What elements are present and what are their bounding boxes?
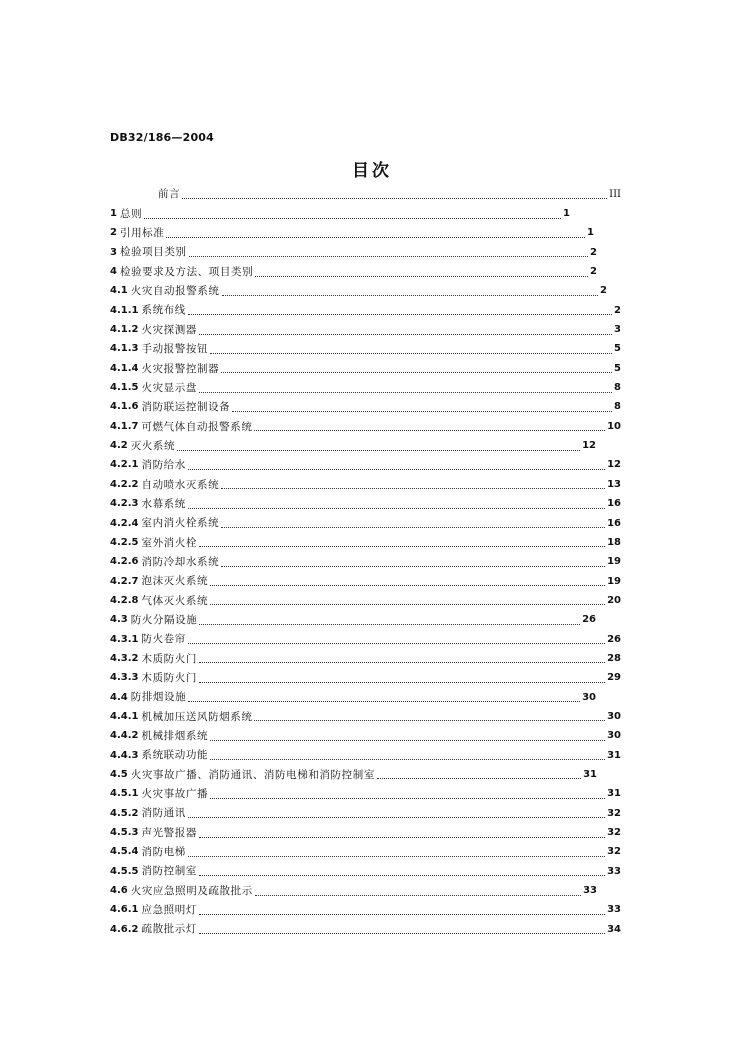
toc-entry-label: 火灾事故广播、消防通讯、消防电梯和消防控制室 [130, 768, 375, 781]
toc-entry-page: 16 [607, 517, 621, 529]
toc-entry-number: 4.2.4 [110, 517, 139, 529]
toc-entry-label: 火灾显示盘 [141, 381, 197, 394]
toc-entry-label: 火灾探测器 [141, 323, 197, 336]
toc-entry-page: 19 [607, 575, 621, 587]
toc-dot-leader [189, 252, 588, 257]
toc-entry-page: 26 [582, 614, 596, 626]
toc-dot-leader [210, 349, 612, 354]
toc-entry-label: 前言 [158, 188, 181, 201]
toc-entry-number: 4 [110, 266, 117, 278]
toc-dot-leader [210, 794, 605, 799]
toc-dot-leader [199, 871, 605, 876]
toc-entry[interactable] [110, 359, 630, 378]
toc-entry[interactable] [110, 185, 630, 204]
toc-entry-number: 4.5.1 [110, 788, 139, 800]
toc-entry[interactable] [110, 649, 630, 668]
toc-entry-page: 26 [607, 633, 621, 645]
toc-entry-number: 4.2.7 [110, 575, 139, 587]
toc-dot-leader [221, 523, 605, 528]
toc-entry-label: 水幕系统 [141, 497, 186, 510]
toc-entry-label: 室内消火栓系统 [141, 517, 220, 530]
toc-entry[interactable] [110, 204, 630, 223]
toc-entry[interactable] [110, 340, 630, 359]
toc-entry-page: 2 [590, 266, 597, 278]
toc-entry-label: 气体灭火系统 [141, 594, 209, 607]
toc-entry-number: 4.4.1 [110, 710, 139, 722]
toc-dot-leader [377, 774, 581, 779]
toc-entry-page: 13 [607, 478, 621, 490]
toc-entry-number: 4.1 [110, 285, 128, 297]
toc-dot-leader [188, 310, 612, 315]
toc-entry-page: 33 [607, 904, 621, 916]
toc-entry-page: 30 [582, 691, 596, 703]
toc-entry[interactable] [110, 378, 630, 397]
toc-entry-number: 4.5 [110, 768, 128, 780]
toc-dot-leader [188, 504, 605, 509]
toc-entry[interactable] [110, 398, 630, 417]
toc-entry[interactable] [110, 475, 630, 494]
toc-entry[interactable] [110, 243, 630, 262]
toc-entry-label: 检验项目类别 [119, 246, 187, 259]
toc-entry-page: 28 [607, 652, 621, 664]
toc-entry-label: 检验要求及方法、项目类别 [119, 265, 254, 278]
toc-list [110, 185, 630, 939]
toc-entry-label: 手动报警按钮 [141, 343, 209, 356]
toc-entry-label: 防排烟设施 [130, 691, 187, 704]
toc-entry-label: 消防给水 [141, 459, 186, 472]
toc-entry-label: 引用标准 [119, 227, 165, 240]
toc-dot-leader [144, 214, 561, 219]
document-code: DB32/186—2004 [110, 131, 215, 144]
toc-dot-leader [199, 388, 612, 393]
toc-entry-number: 4.2.8 [110, 594, 139, 606]
toc-title: 目次 [352, 161, 392, 181]
toc-dot-leader [199, 620, 580, 625]
toc-entry-label: 机械加压送风防烟系统 [141, 710, 253, 723]
toc-entry-number: 4.2.5 [110, 536, 139, 548]
toc-entry-page: 12 [607, 459, 621, 471]
toc-entry-number: 4.2 [110, 440, 128, 452]
toc-entry-number: 4.6.2 [110, 923, 139, 935]
toc-entry-page: 29 [607, 672, 621, 684]
toc-dot-leader [222, 291, 599, 296]
toc-dot-leader [188, 697, 580, 702]
toc-entry-number: 4.4 [110, 691, 128, 703]
toc-entry-page: 30 [607, 730, 621, 742]
toc-entry-number: 4.3.1 [110, 633, 139, 645]
toc-entry-number: 4.3.2 [110, 652, 139, 664]
toc-entry-page: 2 [590, 246, 597, 258]
toc-entry-number: 4.2.1 [110, 459, 139, 471]
toc-entry-number: 4.4.2 [110, 730, 139, 742]
toc-entry[interactable] [110, 611, 630, 630]
toc-entry-label: 室外消火栓 [141, 536, 197, 549]
toc-dot-leader [210, 736, 605, 741]
toc-entry[interactable] [110, 901, 630, 920]
toc-entry-page: 32 [607, 807, 621, 819]
toc-entry[interactable] [110, 456, 630, 475]
toc-dot-leader [210, 600, 605, 605]
toc-entry-label: 系统联动功能 [141, 749, 209, 762]
toc-entry-number: 4.1.2 [110, 324, 139, 336]
toc-entry[interactable] [110, 417, 630, 436]
toc-entry-page: 31 [583, 768, 597, 780]
toc-entry[interactable] [110, 262, 630, 281]
toc-entry-page: 31 [607, 788, 621, 800]
toc-entry-label: 火灾事故广播 [141, 788, 209, 801]
toc-entry-page: III [609, 188, 621, 200]
toc-entry-page: 33 [607, 865, 621, 877]
toc-entry-page: 19 [607, 556, 621, 568]
toc-dot-leader [199, 658, 605, 663]
toc-dot-leader [199, 542, 605, 547]
toc-entry[interactable] [110, 495, 630, 514]
toc-entry-page: 30 [607, 710, 621, 722]
toc-entry-page: 34 [607, 923, 621, 935]
toc-entry-page: 16 [607, 498, 621, 510]
toc-dot-leader [210, 755, 605, 760]
toc-entry-label: 总则 [119, 207, 143, 220]
toc-dot-leader [182, 194, 607, 199]
toc-entry[interactable] [110, 282, 630, 301]
toc-dot-leader [199, 929, 605, 934]
toc-entry-number: 4.6.1 [110, 904, 139, 916]
toc-entry-label: 消防电梯 [141, 846, 186, 859]
toc-entry-label: 消防通讯 [141, 807, 186, 820]
toc-entry[interactable] [110, 804, 630, 823]
toc-dot-leader [255, 891, 581, 896]
toc-entry[interactable] [110, 862, 630, 881]
toc-dot-leader [188, 813, 605, 818]
toc-dot-leader [199, 910, 605, 915]
toc-entry[interactable] [110, 553, 630, 572]
toc-entry[interactable] [110, 688, 630, 707]
toc-entry[interactable] [110, 572, 630, 591]
toc-entry-page: 2 [614, 304, 621, 316]
toc-entry-label: 疏散批示灯 [141, 923, 197, 936]
toc-entry[interactable] [110, 920, 630, 939]
toc-entry-page: 33 [583, 885, 597, 897]
toc-entry[interactable] [110, 727, 630, 746]
toc-entry-number: 1 [110, 208, 117, 220]
toc-entry-number: 4.1.3 [110, 343, 139, 355]
toc-entry[interactable] [110, 707, 630, 726]
toc-entry-page: 8 [614, 401, 621, 413]
toc-entry-page: 31 [607, 749, 621, 761]
toc-dot-leader [199, 678, 605, 683]
toc-entry-label: 系统布线 [141, 304, 186, 317]
toc-dot-leader [188, 465, 605, 470]
toc-dot-leader [254, 716, 605, 721]
toc-entry-label: 防火分隔设施 [130, 613, 198, 626]
toc-entry[interactable] [110, 224, 630, 243]
toc-entry-number: 3 [110, 246, 117, 258]
toc-entry-label: 消防联运控制设备 [141, 401, 231, 414]
toc-entry-number: 4.5.4 [110, 846, 139, 858]
toc-entry[interactable] [110, 669, 630, 688]
toc-entry-number: 4.1.5 [110, 382, 139, 394]
toc-dot-leader [166, 233, 585, 238]
toc-dot-leader [221, 368, 612, 373]
toc-entry[interactable] [110, 746, 630, 765]
toc-entry-number: 4.2.2 [110, 478, 139, 490]
toc-entry[interactable] [110, 843, 630, 862]
toc-entry-label: 木质防火门 [141, 672, 197, 685]
toc-entry-number: 4.2.3 [110, 498, 139, 510]
toc-entry-number: 4.5.2 [110, 807, 139, 819]
toc-entry[interactable] [110, 591, 630, 610]
toc-entry-label: 声光警报器 [141, 826, 197, 839]
toc-entry-page: 10 [607, 420, 621, 432]
toc-entry[interactable] [110, 881, 630, 900]
toc-entry-number: 4.3.3 [110, 672, 139, 684]
toc-entry-label: 火灾应急照明及疏散批示 [130, 884, 253, 897]
toc-dot-leader [232, 407, 612, 412]
toc-entry-label: 自动喷水灭系统 [141, 478, 220, 491]
toc-entry-page: 5 [614, 362, 621, 374]
toc-entry[interactable] [110, 436, 630, 455]
toc-entry-number: 4.2.6 [110, 556, 139, 568]
toc-dot-leader [177, 446, 580, 451]
toc-dot-leader [255, 272, 588, 277]
toc-entry-number: 4.3 [110, 614, 128, 626]
toc-entry-number: 4.6 [110, 885, 128, 897]
toc-entry-page: 1 [563, 208, 570, 220]
toc-entry-number: 4.1.4 [110, 362, 139, 374]
toc-entry-label: 火灾自动报警系统 [130, 285, 220, 298]
toc-entry-label: 机械排烟系统 [141, 730, 209, 743]
toc-entry-label: 可燃气体自动报警系统 [141, 420, 253, 433]
toc-entry-number: 4.5.3 [110, 827, 139, 839]
toc-entry-label: 泡沫灭火系统 [141, 575, 209, 588]
toc-entry-number: 4.4.3 [110, 749, 139, 761]
toc-entry[interactable] [110, 301, 630, 320]
toc-entry-page: 2 [600, 285, 607, 297]
toc-entry-label: 木质防火门 [141, 652, 197, 665]
toc-entry[interactable] [110, 823, 630, 842]
toc-entry-page: 3 [614, 324, 621, 336]
toc-dot-leader [221, 484, 605, 489]
toc-entry-page: 1 [587, 227, 594, 239]
toc-dot-leader [199, 330, 612, 335]
toc-entry-number: 4.1.1 [110, 304, 139, 316]
toc-entry[interactable] [110, 630, 630, 649]
toc-entry[interactable] [110, 785, 630, 804]
toc-entry[interactable] [110, 320, 630, 339]
toc-entry-label: 火灾报警控制器 [141, 362, 220, 375]
toc-entry-label: 消防冷却水系统 [141, 555, 220, 568]
toc-entry-number: 4.1.6 [110, 401, 139, 413]
toc-entry-page: 12 [582, 440, 596, 452]
toc-dot-leader [188, 639, 605, 644]
toc-dot-leader [221, 562, 605, 567]
toc-entry-page: 18 [607, 536, 621, 548]
toc-entry-page: 32 [607, 827, 621, 839]
toc-entry-label: 防火卷帘 [141, 633, 186, 646]
toc-entry-number: 2 [110, 227, 117, 239]
toc-entry-page: 5 [614, 343, 621, 355]
toc-dot-leader [188, 852, 605, 857]
toc-entry[interactable] [110, 533, 630, 552]
toc-entry-page: 20 [607, 594, 621, 606]
toc-entry-label: 灭火系统 [130, 439, 176, 452]
toc-entry[interactable] [110, 765, 630, 784]
toc-dot-leader [254, 426, 605, 431]
toc-entry[interactable] [110, 514, 630, 533]
toc-entry-number: 4.1.7 [110, 420, 139, 432]
toc-dot-leader [199, 833, 605, 838]
toc-dot-leader [210, 581, 605, 586]
toc-entry-page: 8 [614, 382, 621, 394]
toc-entry-label: 消防控制室 [141, 865, 197, 878]
toc-entry-number: 4.5.5 [110, 865, 139, 877]
toc-entry-page: 32 [607, 846, 621, 858]
toc-entry-label: 应急照明灯 [141, 904, 197, 917]
